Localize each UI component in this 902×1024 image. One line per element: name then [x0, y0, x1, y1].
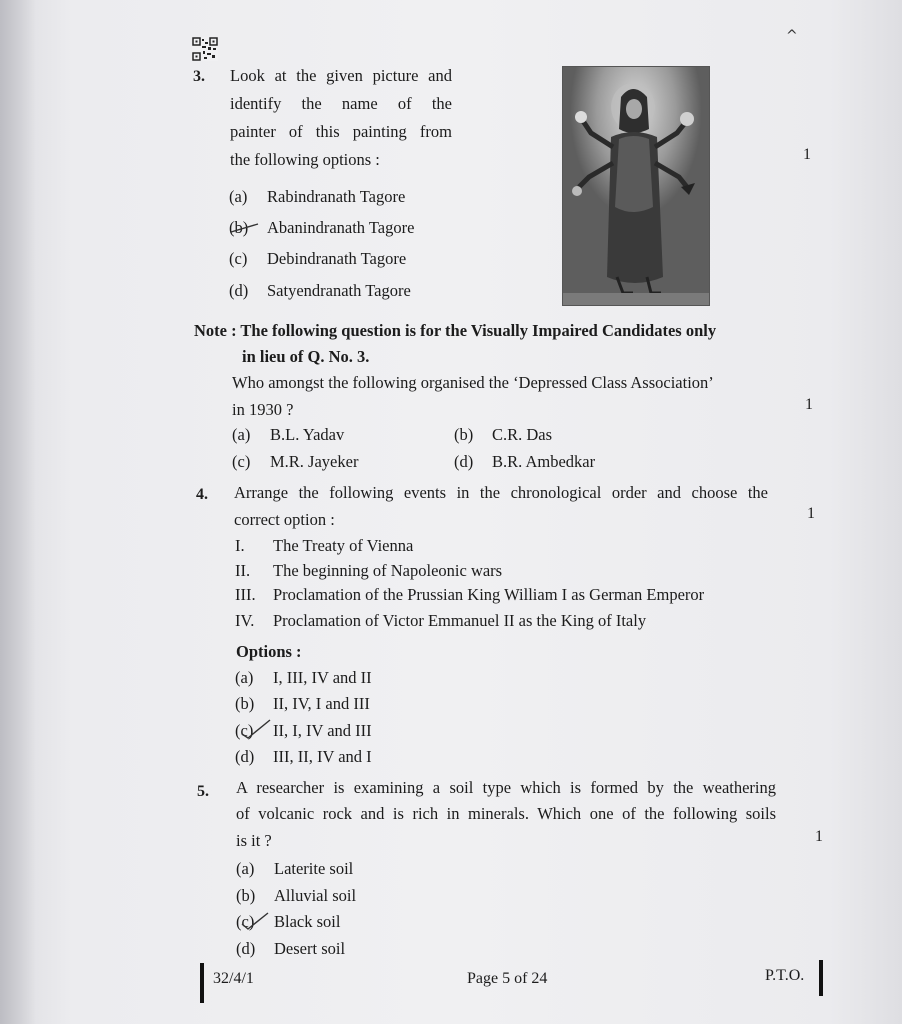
q4-line-2: correct option :	[234, 510, 335, 529]
q4-event-1: I. The Treaty of Vienna	[235, 536, 414, 555]
q5-number: 5.	[197, 783, 209, 800]
note-option-c: (c) M.R. Jayeker	[232, 452, 359, 471]
q4-option-d: (d) III, II, IV and I	[235, 747, 372, 766]
q4-options-heading: Options :	[236, 642, 302, 661]
q3-option-c: (c) Debindranath Tagore	[229, 249, 407, 268]
q4-option-b: (b) II, IV, I and III	[235, 694, 370, 713]
q5-line-2: of volcanic rock and is rich in minerals. Which one of the following soils	[236, 804, 776, 823]
footer-right-bar	[819, 960, 823, 996]
note-option-d: (d) B.R. Ambedkar	[454, 452, 596, 471]
q5-option-a: (a) Laterite soil	[236, 859, 354, 878]
note-marks: 1	[805, 396, 813, 413]
q5-option-d: (d) Desert soil	[236, 939, 346, 958]
note-question-line-1: Who amongst the following organised the ‘Depressed Class Association’	[232, 373, 714, 392]
q5-line-3: is it ?	[236, 831, 272, 850]
page-edge-shadow	[0, 0, 36, 1024]
caret-mark: ^	[786, 28, 798, 44]
q4-marks: 1	[807, 505, 815, 522]
q4-line-1: Arrange the following events in the chronological order and choose the	[234, 483, 768, 502]
footer-page-number: Page 5 of 24	[467, 970, 548, 987]
note-option-a: (a) B.L. Yadav	[232, 425, 345, 444]
qr-code-icon	[192, 37, 218, 61]
tick-mark-icon	[236, 908, 276, 934]
footer-code: 32/4/1	[213, 970, 254, 987]
strike-mark-icon	[228, 218, 262, 238]
note-line-2: in lieu of Q. No. 3.	[242, 347, 370, 366]
footer-pto: P.T.O.	[765, 967, 805, 984]
q3-number: 3.	[193, 68, 205, 85]
q5-line-1: A researcher is examining a soil type which is formed by the weathering	[236, 778, 776, 797]
note-option-b: (b) C.R. Das	[454, 425, 553, 444]
q3-marks: 1	[803, 146, 811, 163]
q4-option-a: (a) I, III, IV and II	[235, 668, 372, 687]
q3-line-4: the following options :	[230, 150, 380, 169]
q4-number: 4.	[196, 486, 208, 503]
q4-event-3: III. Proclamation of the Prussian King William I as German Emperor	[235, 585, 705, 604]
q3-option-a: (a) Rabindranath Tagore	[229, 187, 406, 206]
q4-event-4: IV. Proclamation of Victor Emmanuel II as the King of Italy	[235, 611, 647, 630]
tick-mark-icon	[236, 716, 276, 742]
painting-image	[562, 66, 710, 306]
q4-event-2: II. The beginning of Napoleonic wars	[235, 561, 503, 580]
q5-option-b: (b) Alluvial soil	[236, 886, 357, 905]
q3-stem	[230, 62, 452, 174]
q3-line-1: Look at the given picture and	[230, 66, 452, 85]
footer-left-bar	[200, 963, 204, 1003]
q3-option-b: (b) Abanindranath Tagore	[229, 218, 415, 237]
q4-option-c: (c) II, I, IV and III	[235, 721, 372, 740]
note-question-line-2: in 1930 ?	[232, 400, 294, 419]
q3-line-3: painter of this painting from	[230, 122, 452, 141]
q3-line-2: identify the name of the	[230, 94, 452, 113]
q5-option-c: (c) Black soil	[236, 912, 341, 931]
note-line-1: Note : The following question is for the Visually Impaired Candidates only	[194, 321, 717, 340]
q5-marks: 1	[815, 828, 823, 845]
q3-option-d: (d) Satyendranath Tagore	[229, 281, 411, 300]
